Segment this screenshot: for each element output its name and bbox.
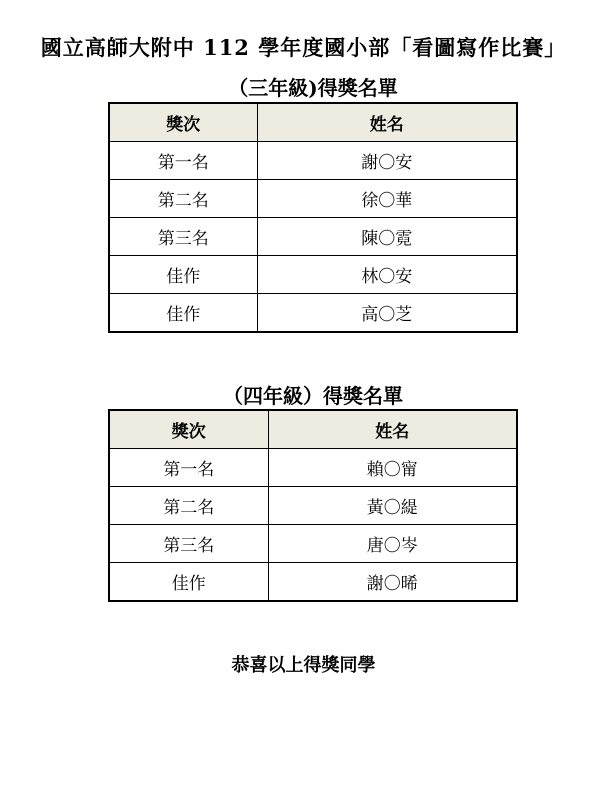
column-header-name: 姓名 [257,103,517,142]
award-rank-cell: 第三名 [109,525,268,563]
table-row [109,487,517,525]
table-row [109,256,517,294]
table-row [109,180,517,218]
student-name-cell: 黃〇緹 [268,487,517,525]
table-row [109,449,517,487]
table-row [109,142,517,180]
award-rank-cell: 第二名 [109,180,257,218]
student-name-cell: 謝〇安 [257,142,517,180]
table-header-row [109,103,517,142]
grade3-heading: （三年級)得獎名單 [228,76,398,100]
table-header-row [109,410,517,449]
document-title: 國立高師大附中 112 學年度國小部「看圖寫作比賽」 [40,35,567,60]
award-rank-cell: 佳作 [109,256,257,294]
award-rank-cell: 第三名 [109,218,257,256]
award-rank-cell: 佳作 [109,563,268,602]
student-name-cell: 陳〇霓 [257,218,517,256]
student-name-cell: 謝〇晞 [268,563,517,602]
grade4-award-table [108,409,518,602]
student-name-cell: 賴〇甯 [268,449,517,487]
award-rank-cell: 第一名 [109,449,268,487]
congratulations-text: 恭喜以上得獎同學 [231,655,376,676]
table-row [109,525,517,563]
student-name-cell: 唐〇岑 [268,525,517,563]
column-header-name: 姓名 [268,410,517,449]
table-row [109,218,517,256]
award-rank-cell: 第二名 [109,487,268,525]
grade3-award-table [108,102,518,333]
grade4-heading: （四年級）得獎名單 [223,384,403,408]
table-row [109,563,517,602]
award-rank-cell: 佳作 [109,294,257,333]
column-header-rank: 獎次 [109,410,268,449]
table-row [109,294,517,333]
student-name-cell: 林〇安 [257,256,517,294]
student-name-cell: 徐〇華 [257,180,517,218]
student-name-cell: 高〇芝 [257,294,517,333]
award-rank-cell: 第一名 [109,142,257,180]
column-header-rank: 獎次 [109,103,257,142]
